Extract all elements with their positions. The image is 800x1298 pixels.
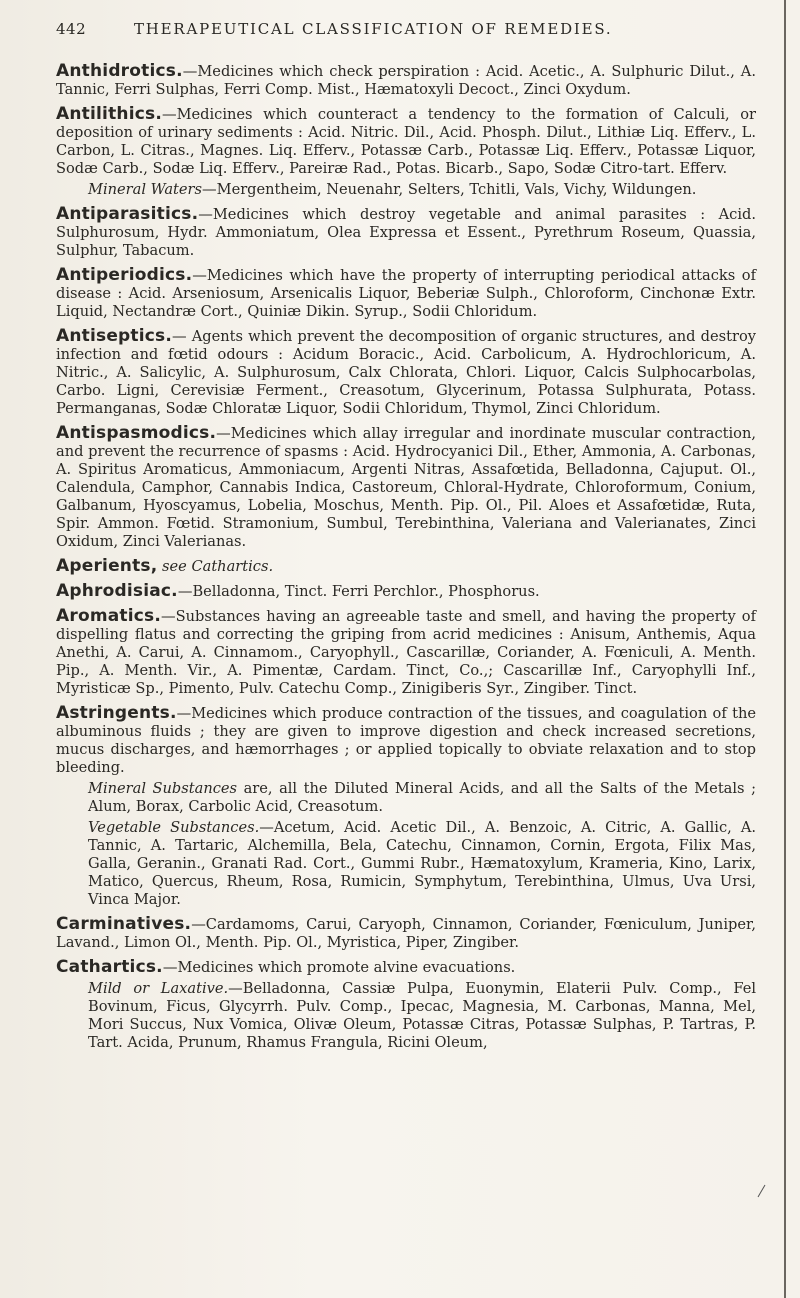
entry-term: Cathartics. (56, 957, 163, 977)
entry-text: —Belladonna, Tinct. Ferri Perchlor., Phosphorus. (177, 583, 540, 600)
entry-text: —Medicines which destroy vegetable and animal parasites : Acid. Sulphurosum, Hydr. Ammoniatum, Olea Expressa et Essent., Pyrethrum Roseum, Quassia, Sulphur, Tabacum. (56, 206, 756, 259)
entry-subsection (88, 980, 756, 1052)
entry-text: —Medicines which produce contraction of the tissues, and coagulation of the albuminous fluids ; they are given to improve digestion and check increased secretions, mucus discharges, and hæmorrhages ; or applied topically to obviate relaxation and to stop bleeding. (56, 705, 756, 776)
entry-term: Aromatics. (56, 606, 162, 626)
entry-term: Anthidrotics. (56, 61, 183, 81)
entry-term: Aphrodisiac. (56, 581, 178, 601)
subsection-text: —Mergentheim, Neuenahr, Selters, Tchitli, Vals, Vichy, Wildungen. (202, 181, 697, 198)
entry-text: —Medicines which check perspiration : Acid. Acetic., A. Sulphuric Dilut., A. Tannic, Ferri Sulphas, Ferri Comp. Mist., Hæmatoxyli Decoct., Zinci Oxydum. (56, 63, 756, 98)
entry-aromatics (56, 607, 756, 698)
entry-term: Antispasmodics. (56, 423, 217, 443)
entry-antilithics (56, 105, 756, 199)
subsection-text: are, all the Diluted Mineral Acids, and all the Salts of the Metals ; Alum, Borax, Carbolic Acid, Creasotum. (88, 780, 756, 815)
subsection-text: —Belladonna, Cassiæ Pulpa, Euonymin, Elaterii Pulv. Comp., Fel Bovinum, Ficus, Glycyrrh. Pulv. Comp., Ipecac, Magnesia, M. Carbonas, Manna, Mel, Mori Succus, Nux Vomica, Olivæ Oleum, Potassæ Citras, Potassæ Sulphas, P. Tartras, P. Tart. Acida, Prunum, Rhamus Frangula, Ricini Oleum, (88, 980, 756, 1051)
entry-term: Antilithics. (56, 104, 162, 124)
entry-text: —Medicines which promote alvine evacuations. (162, 959, 516, 976)
entry-term: Astringents. (56, 703, 177, 723)
entry-text: — Agents which prevent the decomposition of organic structures, and destroy infection and fœtid odours : Acidum Boracic., Acid. Carbolicum, A. Hydrochloricum, A. Nitric., A. Salicylic, A. Sulphurosum, Calx Chlorata, Chlori. Liquor, Calcis Sulphocarbolas, Carbo. Ligni, Cerevisiæ Ferment., Creasotum, Glycerinum, Potassa Sulphurata, Potass. Permanganas, Sodæ Chloratæ Liquor, Sodii Chloridum, Thymol, Zinci Chloridum. (56, 328, 756, 417)
subsection-label: Mineral Substances (88, 780, 238, 797)
entry-term: Antiparasitics. (56, 204, 199, 224)
entry-cathartics (56, 958, 756, 1052)
entry-text: —Medicines which allay irregular and inordinate muscular contraction, and prevent the recurrence of spasms : Acid. Hydrocyanici Dil., Ether, Ammonia, A. Carbonas, A. Spiritus Aromaticus, Ammoniacum, Argenti Nitras, Assafœtida, Belladonna, Cajuput. Ol., Calendula, Camphor, Cannabis Indica, Castoreum, Chloral-Hydrate, Chloroformum, Conium, Galbanum, Hyoscyamus, Lobelia, Moschus, Menth. Pip. Ol., Pil. Aloes et Assafœtidæ, Ruta, Spir. Ammon. Fœtid. Stramonium, Sumbul, Terebinthina, Valeriana and Valerianates, Zinci Oxidum, Zinci Valerianas. (56, 425, 756, 550)
entry-antiseptics (56, 327, 756, 418)
entry-term: Antiperiodics. (56, 265, 193, 285)
entry-antispasmodics (56, 424, 756, 551)
page-header (56, 14, 770, 46)
margin-pencil-mark (758, 1185, 766, 1198)
subsection-text: —Acetum, Acid. Acetic Dil., A. Benzoic, A. Citric, A. Gallic, A. Tannic, A. Tartaric, Alchemilla, Bela, Catechu, Cinnamon, Cornin, Ergota, Filix Mas, Galla, Geranin., Granati Rad. Cort., Gummi Rubr., Hæmatoxylum, Krameria, Kino, Larix, Matico, Quercus, Rheum, Rosa, Rumicin, Symphytum, Terebinthina, Ulmus, Uva Ursi, Vinca Major. (88, 819, 756, 908)
entry-text: —Substances having an agreeable taste and smell, and having the property of dispelling flatus and correcting the griping from acrid medicines : Anisum, Anthemis, Aqua Anethi, A. Carui, A. Cinnamom., Caryophyll., Cascarillæ, Coriander, A. Fœniculi, A. Menth. Pip., A. Menth. Vir., A. Pimentæ, Cardam. Tinct, Co.,; Cascarillæ Inf., Caryophylli Inf., Myristicæ Sp., Pimento, Pulv. Catechu Comp., Zinigiberis Syr., Zingiber. Tinct. (56, 608, 756, 697)
entry-text: —Medicines which counteract a tendency to the formation of Calculi, or deposition of urinary sediments : Acid. Nitric. Dil., Acid. Phosph. Dilut., Lithiæ Liq. Efferv., L. Carbon, L. Citras., Magnes. Liq. Efferv., Potassæ Carb., Potassæ Liq. Efferv., Potassæ Liquor, Sodæ Carb., Sodæ Liq. Efferv., Pareiræ Rad., Potas. Bicarb., Sapo, Sodæ Citro-tart. Efferv. (56, 106, 756, 177)
page-edge-rule (784, 0, 786, 1298)
entry-antiparasitics (56, 205, 756, 260)
entry-term: Aperients, (56, 556, 158, 576)
subsection-label: Vegetable Substances. (88, 819, 260, 836)
subsection-label: Mild or Laxative. (88, 980, 229, 997)
entry-carminatives (56, 915, 756, 952)
entry-astringents (56, 704, 756, 909)
entry-subsection (88, 780, 756, 816)
entry-text: see Cathartics. (157, 558, 274, 575)
entry-text: —Cardamoms, Carui, Caryoph, Cinnamon, Coriander, Fœniculum, Juniper, Lavand., Limon Ol., Menth. Pip. Ol., Myristica, Piper, Zingiber. (56, 916, 756, 951)
entry-text: —Medicines which have the property of interrupting periodical attacks of disease : Acid. Arseniosum, Arsenicalis Liquor, Beberiæ Sulph., Chloroform, Cinchonæ Extr. Liquid, Nectandræ Cort., Quiniæ Dikin. Syrup., Sodii Chloridum. (56, 267, 756, 320)
entry-term: Carminatives. (56, 914, 192, 934)
page-number: 442 (56, 20, 87, 38)
entries-list (56, 62, 756, 1058)
entry-anthidrotics (56, 62, 756, 99)
entry-term: Antiseptics. (56, 326, 173, 346)
entry-aperients (56, 557, 756, 576)
entry-aphrodisiac (56, 582, 756, 601)
entry-subsection (88, 819, 756, 909)
entry-antiperiodics (56, 266, 756, 321)
entry-subsection (88, 181, 756, 199)
subsection-label: Mineral Waters (88, 181, 203, 198)
running-head: THERAPEUTICAL CLASSIFICATION OF REMEDIES. (134, 20, 613, 38)
